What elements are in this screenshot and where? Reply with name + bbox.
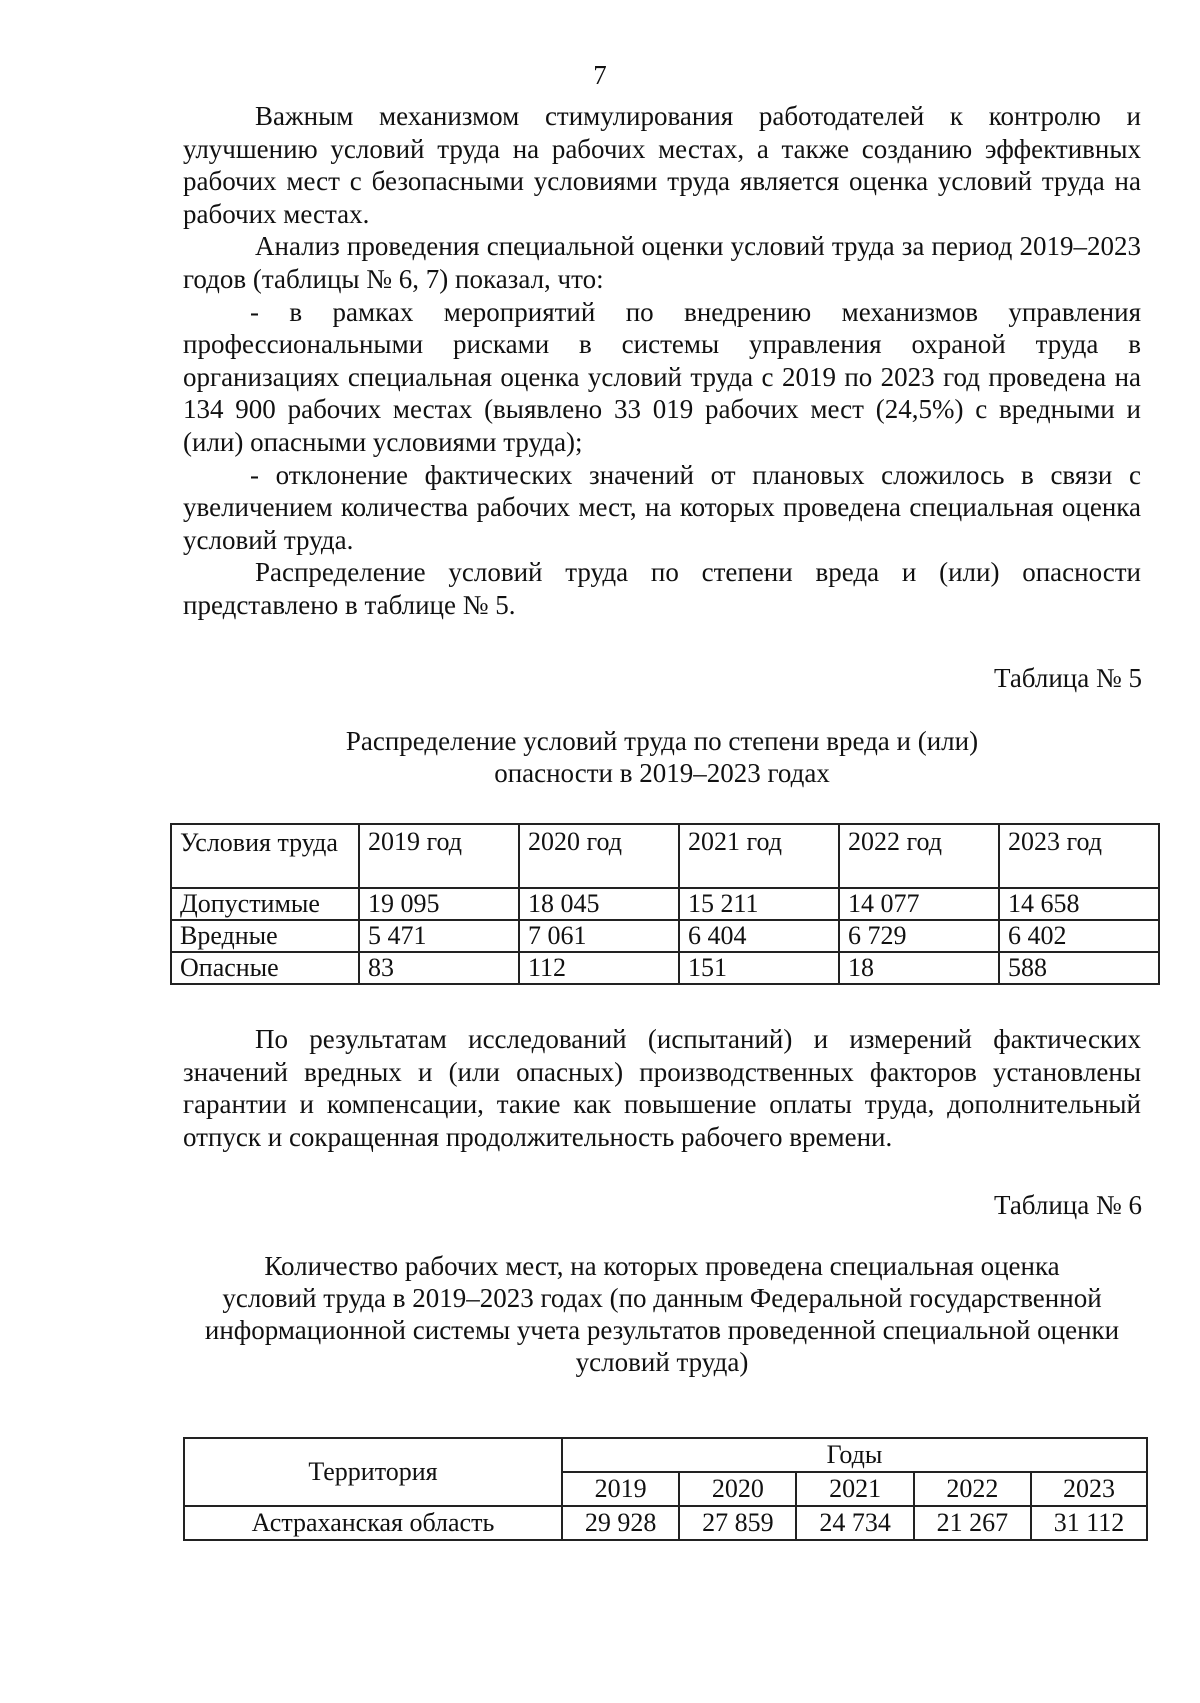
table5-cell-condition: Опасные [171,952,359,984]
table-row [171,920,1159,952]
table6-cell-territory: Астраханская область [184,1506,562,1540]
table5-header-year: 2023 год [999,824,1159,888]
table5-cell-value: 6 402 [999,920,1159,952]
page-number: 7 [593,60,607,90]
paragraph-list-item-2: - отклонение фактических значений от плановых сложилось в связи с увеличением количества рабочих мест, на которых проведена специальная оценка условий труда. [183,459,1141,555]
table5-cell-value: 6 729 [839,920,999,952]
paragraph-guarantees: По результатам исследований (испытаний) и измерений фактических значений вредных и (или опасных) производственных факторов установлены гарантии и компенсации, такие как повышение оплаты труда, дополнительный отпуск и сокращенная продолжительность рабочего времени. [183,1024,1141,1152]
table6-title-line2: условий труда в 2019–2023 годах (по данным Федеральной государственной [222,1283,1102,1313]
table6-title-line1: Количество рабочих мест, на которых проведена специальная оценка [264,1251,1060,1281]
table6-header-territory: Территория [184,1438,562,1506]
paragraph-list-item-1: - в рамках мероприятий по внедрению механизмов управления профессиональными рисками в системы управления охраной труда в организациях специальная оценка условий труда с 2019 по 2023 год проведена на 134 900 рабочих местах (выявлено 33 019 рабочих мест (24,5%) с вредными и (или) опасными условиями труда); [183,296,1141,457]
table6-cell-value: 29 928 [562,1506,679,1540]
paragraph-analysis: Анализ проведения специальной оценки условий труда за период 2019–2023 годов (таблицы № 6, 7) показал, что: [183,231,1141,294]
table5-cell-value: 151 [679,952,839,984]
table6-cell-value: 31 112 [1031,1506,1147,1540]
table6-header-row-1 [184,1438,1147,1472]
table5-cell-value: 112 [519,952,679,984]
table5-title-line1: Распределение условий труда по степени вреда и (или) [345,726,979,756]
table5-cell-value: 7 061 [519,920,679,952]
table5-header-row [171,824,1159,888]
table5-header-condition: Условия труда [171,824,359,888]
table-row [171,888,1159,920]
table6-header-year: 2021 [796,1472,913,1506]
table5-title [183,725,1141,789]
table5-header-year: 2020 год [519,824,679,888]
table5-cell-value: 19 095 [359,888,519,920]
table6-header-year: 2023 [1031,1472,1147,1506]
table6-title [183,1250,1141,1378]
table-row [171,952,1159,984]
table5-header-year: 2021 год [679,824,839,888]
table5-cell-value: 83 [359,952,519,984]
table6-header-year: 2020 [679,1472,796,1506]
table5-cell-value: 14 077 [839,888,999,920]
table6 [183,1437,1148,1541]
table6-header-year: 2022 [914,1472,1031,1506]
table5-cell-value: 588 [999,952,1159,984]
table6-title-line3: информационной системы учета результатов проведенной специальной оценки [204,1315,1120,1345]
table5-cell-value: 18 [839,952,999,984]
body-text-after-table5 [183,1023,1141,1153]
body-text-top [183,100,1141,622]
table5-cell-value: 18 045 [519,888,679,920]
table6-header-year: 2019 [562,1472,679,1506]
table5-cell-value: 6 404 [679,920,839,952]
table6-cell-value: 27 859 [679,1506,796,1540]
table5-cell-condition: Вредные [171,920,359,952]
table5-title-line2: опасности в 2019–2023 годах [494,758,830,788]
table5-cell-value: 14 658 [999,888,1159,920]
table6-title-line4: условий труда) [575,1347,749,1377]
table6-header-years-group: Годы [562,1438,1147,1472]
paragraph-stimulation: Важным механизмом стимулирования работодателей к контролю и улучшению условий труда на рабочих местах, а также созданию эффективных рабочих мест с безопасными условиями труда является оценка условий труда на рабочих местах. [183,101,1141,229]
table5 [170,823,1160,985]
table5-cell-value: 15 211 [679,888,839,920]
table5-header-year: 2019 год [359,824,519,888]
paragraph-distribution: Распределение условий труда по степени вреда и (или) опасности представлено в таблице № 5. [183,557,1141,620]
table5-header-year: 2022 год [839,824,999,888]
table5-cell-condition: Допустимые [171,888,359,920]
table6-cell-value: 21 267 [914,1506,1031,1540]
table5-label: Таблица № 5 [994,663,1142,693]
table-row [184,1506,1147,1540]
table6-label: Таблица № 6 [994,1190,1142,1220]
table6-cell-value: 24 734 [796,1506,913,1540]
table5-cell-value: 5 471 [359,920,519,952]
